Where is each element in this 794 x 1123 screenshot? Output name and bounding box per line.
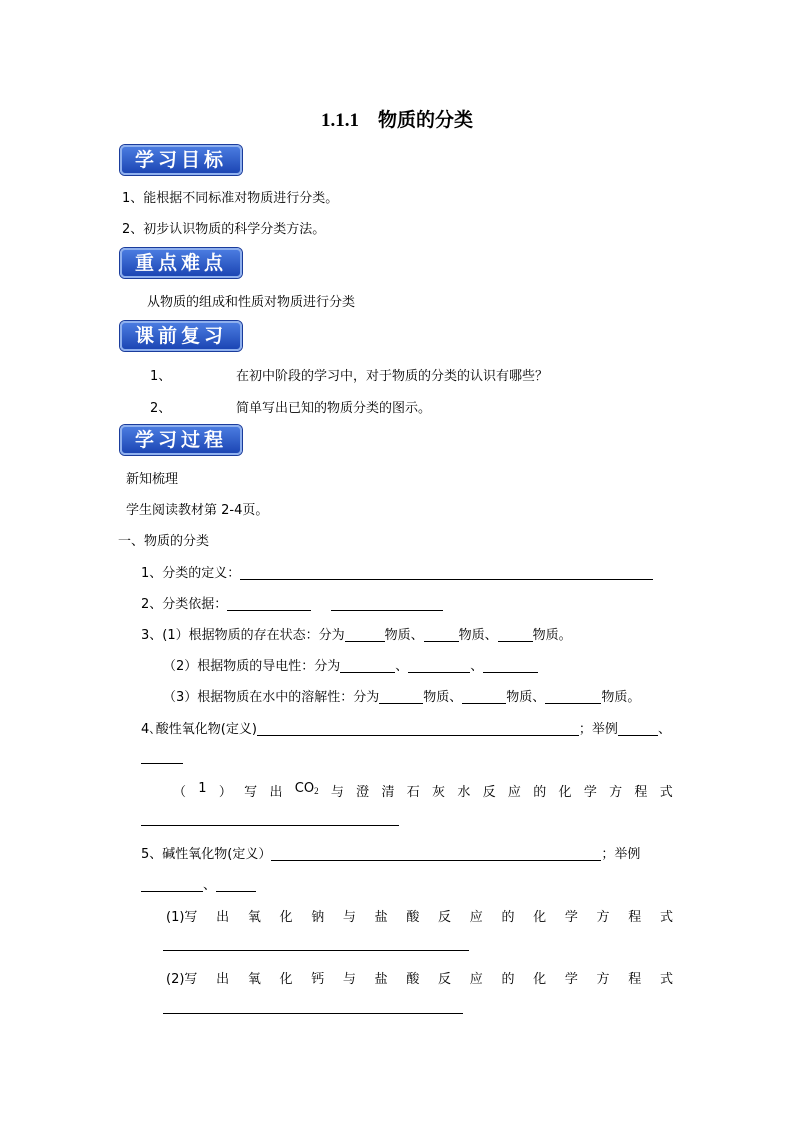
question-5-2 (166, 968, 673, 987)
answer-blank[interactable] (227, 596, 311, 611)
answer-blank[interactable] (163, 1013, 463, 1014)
question-5-examples (141, 874, 256, 893)
answer-blank[interactable] (163, 950, 469, 951)
char: 出 (269, 785, 283, 800)
char: 的 (533, 785, 547, 800)
text: 5、碱性氧化物(定义） (141, 847, 272, 862)
char: 化 (558, 785, 572, 800)
answer-blank[interactable] (618, 721, 658, 736)
formula-text: CO (294, 781, 315, 796)
text: 4､酸性氧化物(定义) (141, 722, 257, 737)
char: 方 (596, 910, 610, 925)
char: 学 (564, 910, 578, 925)
answer-blank[interactable] (462, 689, 506, 704)
text: （3）根据物质在水中的溶解性：分为 (163, 690, 380, 705)
char: 化 (533, 910, 547, 925)
char: 应 (469, 972, 483, 987)
answer-blank[interactable] (498, 627, 533, 642)
char: 式 (659, 910, 673, 925)
text: 物质、 (458, 628, 498, 643)
char: 化 (279, 910, 293, 925)
char: 出 (216, 910, 230, 925)
char: 应 (507, 785, 521, 800)
char: 水 (457, 785, 471, 800)
answer-blank[interactable] (216, 877, 256, 892)
answer-blank[interactable] (345, 627, 385, 642)
process-line-1: 新知梳理 (126, 472, 179, 487)
review-item-2: 简单写出已知的物质分类的图示。 (236, 401, 432, 416)
char: 清 (381, 785, 395, 800)
question-1 (141, 562, 653, 581)
char: 应 (469, 910, 483, 925)
char: 式 (659, 785, 673, 800)
section-badge-goals: 学习目标 (120, 145, 242, 175)
question-3-3 (163, 686, 640, 705)
char: ） (218, 785, 232, 800)
review-number-1: 1、 (150, 369, 172, 384)
answer-blank[interactable] (340, 658, 395, 673)
review-number-2: 2、 (150, 401, 172, 416)
char: 程 (628, 910, 642, 925)
char: 灰 (432, 785, 446, 800)
question-4 (141, 718, 671, 737)
answer-blank[interactable] (257, 721, 579, 736)
char: 氧 (247, 972, 261, 987)
key-text: 从物质的组成和性质对物质进行分类 (147, 295, 356, 310)
page-title: 1.1.1 物质的分类 (320, 110, 473, 131)
char: 钠 (311, 910, 325, 925)
char: 的 (501, 972, 515, 987)
char: 与 (330, 785, 344, 800)
answer-blank[interactable] (424, 627, 459, 642)
question-3-2 (163, 655, 538, 674)
char: 酸 (406, 972, 420, 987)
text: 3、(1）根据物质的存在状态：分为 (141, 628, 345, 643)
text: 物质。 (601, 690, 641, 705)
char: 澄 (356, 785, 370, 800)
char: 与 (342, 910, 356, 925)
formula-subscript: 2 (314, 786, 319, 796)
char: 反 (438, 972, 452, 987)
goal-item-1: 1、能根据不同标准对物质进行分类。 (122, 191, 339, 206)
char: (1)写 (166, 910, 198, 925)
process-heading: 一、物质的分类 (118, 534, 210, 549)
text: 、 (657, 722, 671, 737)
question-2 (141, 593, 443, 612)
process-line-2: 学生阅读教材第 2-4页。 (126, 503, 269, 518)
answer-blank[interactable] (408, 658, 470, 673)
section-badge-review: 课前复习 (120, 321, 242, 351)
answer-blank[interactable] (240, 565, 653, 580)
text: （2）根据物质的导电性：分为 (163, 659, 341, 674)
char: 盐 (374, 910, 388, 925)
question-3-1 (141, 624, 572, 643)
answer-blank[interactable] (379, 689, 423, 704)
char: 写 (244, 785, 258, 800)
text: ；举例 (578, 722, 618, 737)
char: 反 (438, 910, 452, 925)
char: 化 (533, 972, 547, 987)
char: 式 (659, 972, 673, 987)
char: 化 (279, 972, 293, 987)
answer-blank[interactable] (271, 846, 601, 861)
question-5 (141, 843, 640, 862)
section-badge-key: 重点难点 (120, 248, 242, 278)
text: 、 (395, 659, 409, 674)
char: 程 (628, 972, 642, 987)
text: 物质、 (506, 690, 546, 705)
char: 学 (564, 972, 578, 987)
answer-blank[interactable] (141, 825, 399, 826)
char: 方 (596, 972, 610, 987)
char: 与 (342, 972, 356, 987)
co2-formula (295, 781, 319, 800)
goal-item-2: 2、初步认识物质的科学分类方法。 (122, 222, 326, 237)
text: 、 (203, 878, 217, 893)
answer-blank[interactable] (141, 877, 203, 892)
section-badge-process: 学习过程 (120, 425, 242, 455)
text: 物质、 (423, 690, 463, 705)
char: 的 (501, 910, 515, 925)
text: 物质。 (532, 628, 572, 643)
answer-blank[interactable] (141, 763, 183, 764)
char: 石 (406, 785, 420, 800)
char: 酸 (406, 910, 420, 925)
char: （ (173, 785, 187, 800)
char: 盐 (374, 972, 388, 987)
question-2-label: 2、分类依据： (141, 597, 228, 612)
question-1-label: 1、分类的定义： (141, 566, 241, 581)
answer-blank[interactable] (545, 689, 601, 704)
text: 物质、 (384, 628, 424, 643)
question-5-1 (166, 906, 673, 925)
text: 、 (470, 659, 484, 674)
char: 出 (216, 972, 230, 987)
answer-blank[interactable] (331, 596, 443, 611)
char: (2)写 (166, 972, 198, 987)
char: 1 (198, 781, 207, 796)
char: 方 (609, 785, 623, 800)
text: ；举例 (601, 847, 641, 862)
char: 学 (583, 785, 597, 800)
review-item-1: 在初中阶段的学习中，对于物质的分类的认识有哪些？ (236, 369, 549, 384)
question-4-1 (173, 781, 673, 800)
answer-blank[interactable] (483, 658, 538, 673)
char: 钙 (311, 972, 325, 987)
char: 程 (634, 785, 648, 800)
char: 氧 (247, 910, 261, 925)
char: 反 (482, 785, 496, 800)
